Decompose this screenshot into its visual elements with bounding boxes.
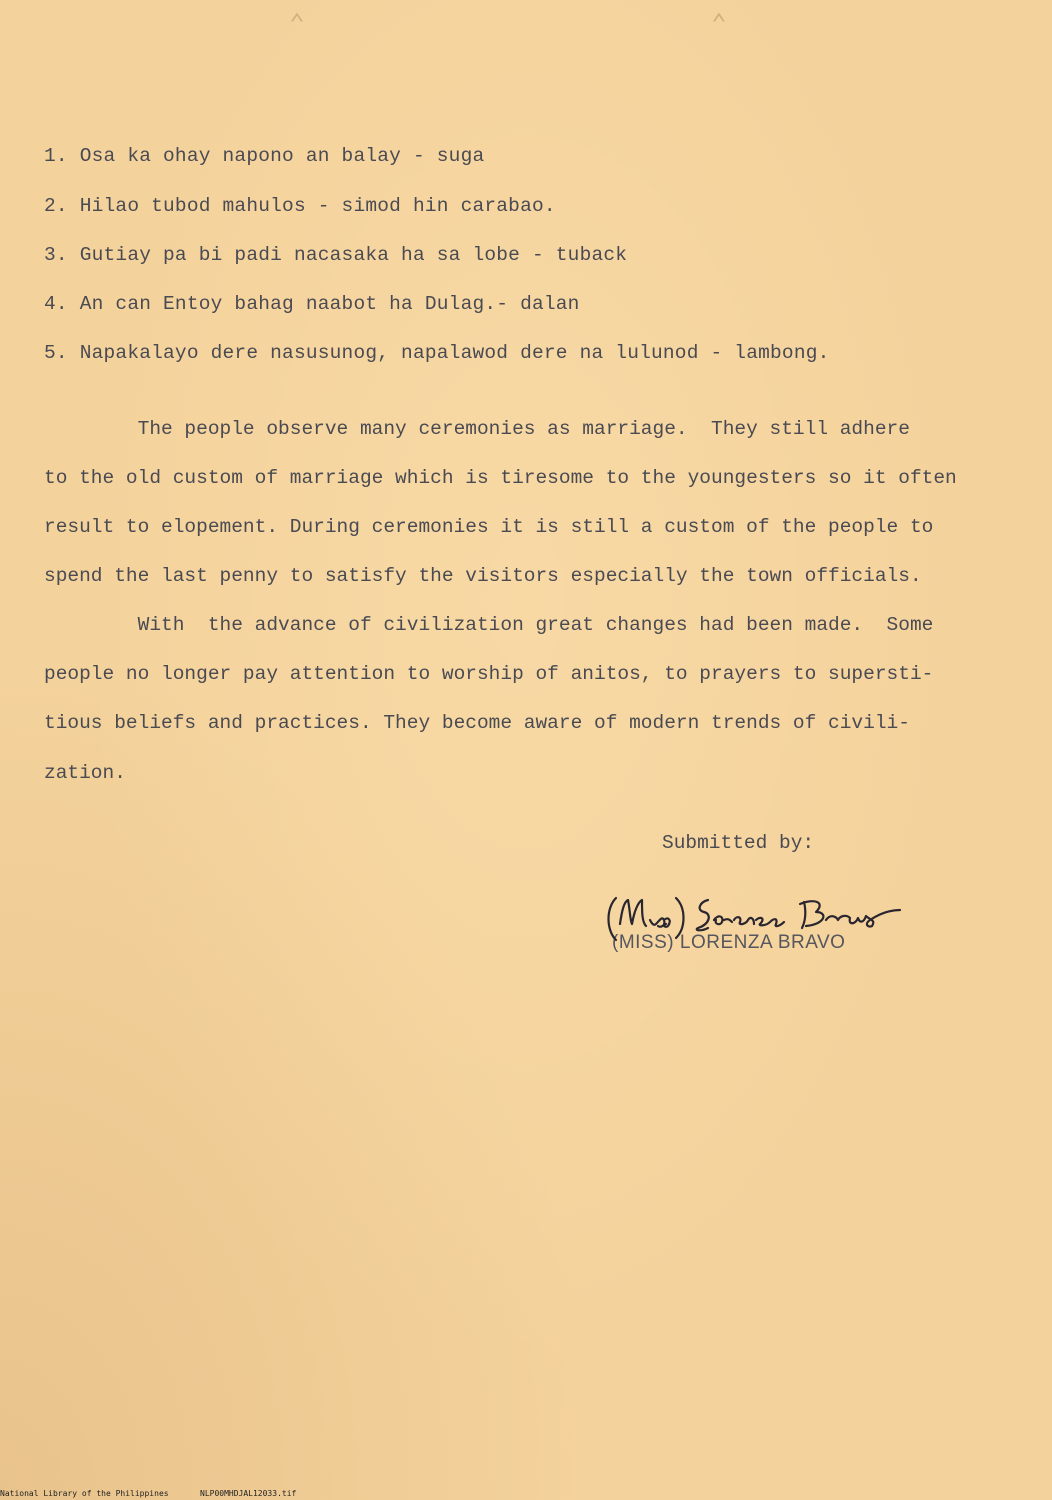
paragraph-line: to the old custom of marriage which is tiresome to the youngesters so it often [44,467,957,489]
riddle-4: 4. An can Entoy bahag naabot ha Dulag.- dalan [44,293,580,315]
footer-library: National Library of the Philippines [0,1489,169,1498]
paragraph-line: result to elopement. During ceremonies it is still a custom of the people to [44,516,934,538]
paragraph-line: people no longer pay attention to worship of anitos, to prayers to supersti- [44,663,934,685]
paragraph-line: zation. [44,762,126,784]
paragraph-line: The people observe many ceremonies as marriage. They still adhere [44,418,910,440]
paragraph-line: spend the last penny to satisfy the visitors especially the town officials. [44,565,922,587]
handwritten-signature [600,880,910,950]
typed-name: (MISS) LORENZA BRAVO [612,932,846,953]
submitted-by-label: Submitted by: [662,832,815,854]
footer-filename: NLP00MHDJAL12033.tif [200,1489,297,1498]
riddle-3: 3. Gutiay pa bi padi nacasaka ha sa lobe - tuback [44,244,628,266]
paragraph-line: With the advance of civilization great changes had been made. Some [44,614,934,636]
riddle-1: 1. Osa ka ohay napono an balay - suga [44,145,485,167]
riddle-2: 2. Hilao tubod mahulos - simod hin carabao. [44,195,556,217]
riddle-5: 5. Napakalayo dere nasusunog, napalawod dere na lulunod - lambong. [44,342,830,364]
punch-hole-mark-right: ⌃ [711,10,727,40]
paragraph-line: tious beliefs and practices. They become aware of modern trends of civili- [44,712,910,734]
punch-hole-mark-left: ⌃ [289,10,305,40]
